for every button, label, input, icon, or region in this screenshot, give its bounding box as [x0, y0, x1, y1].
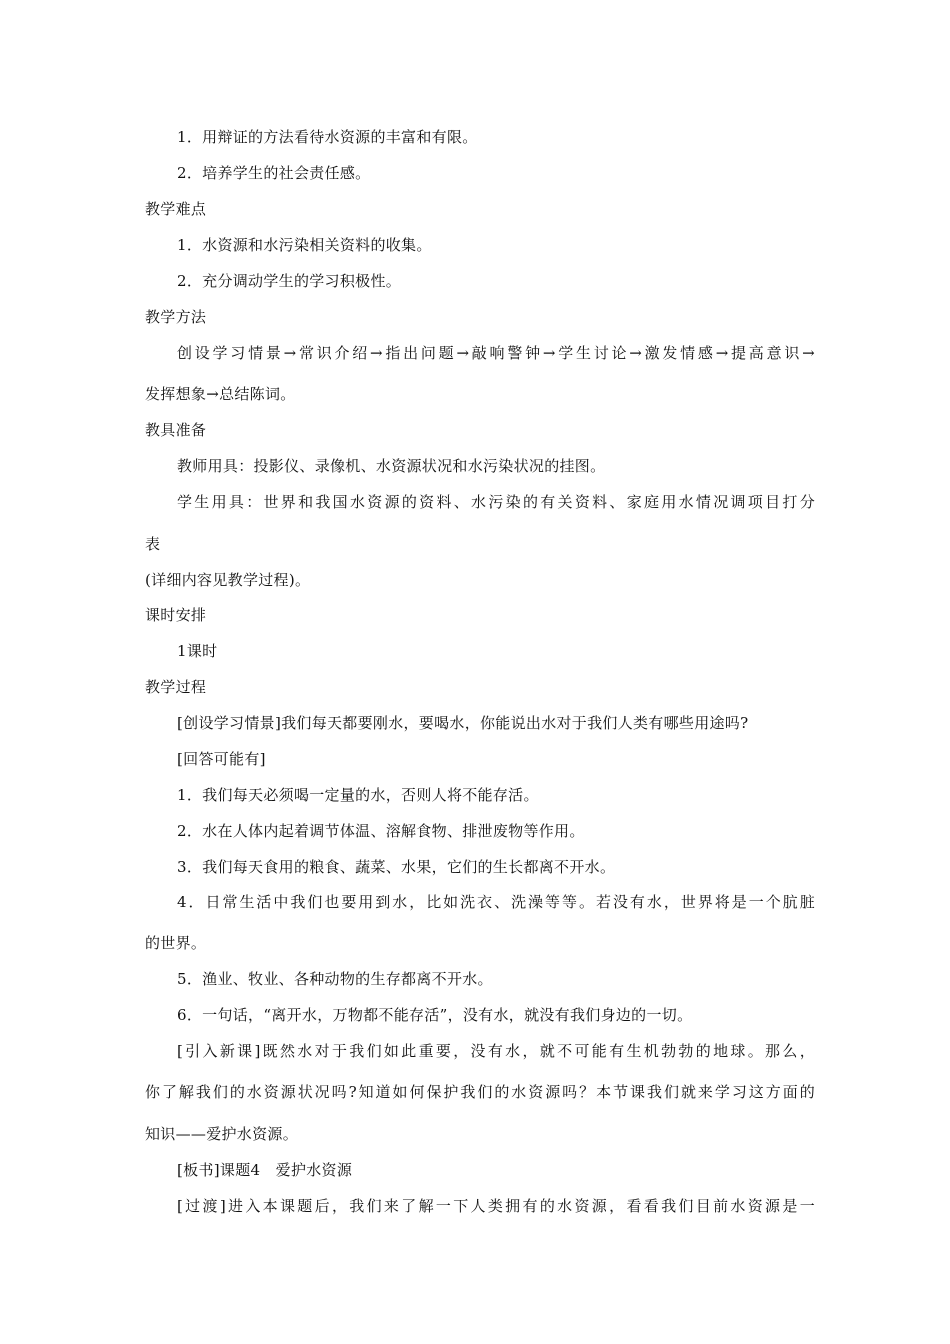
answer-item-6: 6．一句话，“离开水，万物都不能存活”，没有水，就没有我们身边的一切。 [177, 1006, 693, 1024]
new-lesson-line-3: 知识——爱护水资源。 [145, 1125, 299, 1143]
difficulty-heading: 教学难点 [145, 200, 207, 218]
board-note: [板书]课题4 爱护水资源 [177, 1161, 353, 1179]
student-tools-line-2: 表 [145, 535, 161, 553]
objective-item-2: 2．培养学生的社会责任感。 [177, 164, 371, 182]
difficulty-item-1: 1．水资源和水污染相关资料的收集。 [177, 236, 432, 254]
method-heading: 教学方法 [145, 308, 207, 326]
answer-item-4-line-2: 的世界。 [145, 934, 207, 952]
difficulty-item-2: 2．充分调动学生的学习积极性。 [177, 272, 402, 290]
method-text-line-2: 发挥想象→总结陈词。 [145, 385, 296, 403]
answer-item-2: 2．水在人体内起着调节体温、溶解食物、排泄废物等作用。 [177, 822, 585, 840]
answer-item-5: 5．渔业、牧业、各种动物的生存都离不开水。 [177, 970, 493, 988]
method-text-line-1: 创设学习情景→常识介绍→指出问题→敲响警钟→学生讨论→激发情感→提高意识→ [177, 344, 815, 362]
schedule-value: 1课时 [177, 642, 218, 660]
teacher-tools: 教师用具：投影仪、录像机、水资源状况和水污染状况的挂图。 [177, 457, 606, 475]
answer-item-4-line-1: 4．日常生活中我们也要用到水，比如洗衣、洗澡等等。若没有水，世界将是一个肮脏 [177, 893, 815, 911]
answers-label: [回答可能有] [177, 750, 266, 768]
objective-item-1: 1．用辩证的方法看待水资源的丰富和有限。 [177, 128, 478, 146]
new-lesson-line-2: 你了解我们的水资源状况吗?知道如何保护我们的水资源吗？本节课我们就来学习这方面的 [145, 1083, 815, 1101]
schedule-heading: 课时安排 [145, 606, 207, 624]
answer-item-3: 3．我们每天食用的粮食、蔬菜、水果，它们的生长都离不开水。 [177, 858, 616, 876]
tools-heading: 教具准备 [145, 421, 207, 439]
answer-item-1: 1．我们每天必须喝一定量的水，否则人将不能存活。 [177, 786, 539, 804]
process-intro: [创设学习情景]我们每天都要刚水，要喝水，你能说出水对于我们人类有哪些用途吗? [177, 714, 749, 732]
process-heading: 教学过程 [145, 678, 207, 696]
student-tools-line-3: (详细内容见教学过程)。 [145, 571, 311, 589]
student-tools-line-1: 学生用具：世界和我国水资源的资料、水污染的有关资料、家庭用水情况调项目打分 [177, 493, 815, 511]
transition-text: [过渡]进入本课题后，我们来了解一下人类拥有的水资源，看看我们目前水资源是一 [177, 1197, 815, 1215]
new-lesson-line-1: [引入新课]既然水对于我们如此重要，没有水，就不可能有生机勃勃的地球。那么， [177, 1042, 815, 1060]
